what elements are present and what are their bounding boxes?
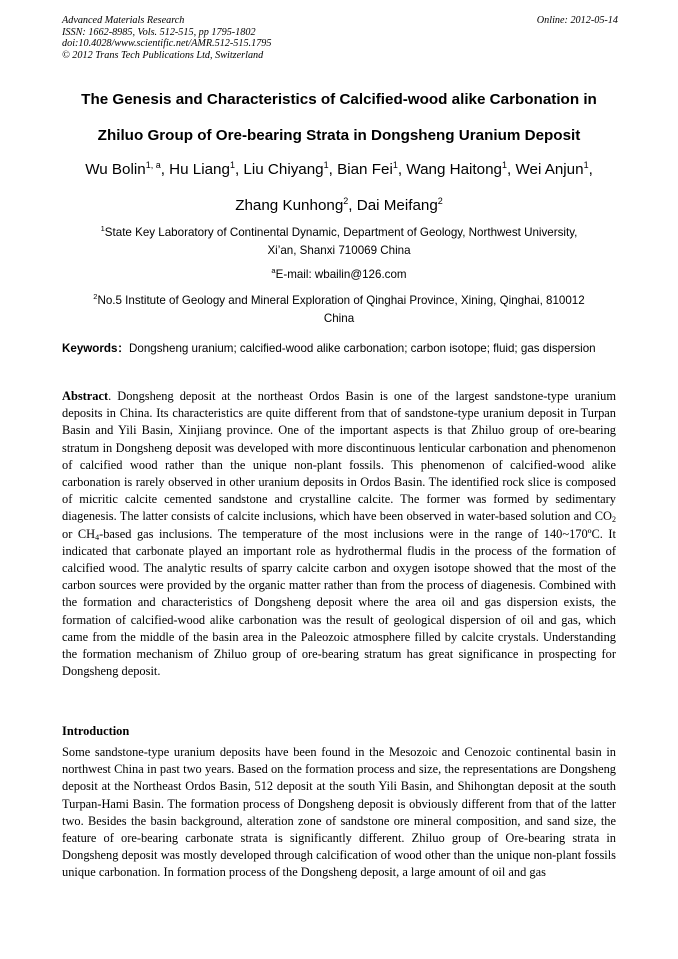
author-list-line-1: Wu Bolin$^{1, a}$, Hu Liang$^1$, Liu Chiyang$^1$, Bian Fei$^1$, Wang Haitong$^1$, Wei Anjun$^1$, xyxy=(85,160,593,178)
keywords-text: Dongsheng uranium; calcified-wood alike carbonation; carbon isotope; fluid; gas dispersion xyxy=(129,342,596,355)
affiliation-1-line-1: State Key Laboratory of Continental Dynamic, Department of Geology, Northwest University, xyxy=(104,226,578,239)
abstract-text-part-3: -based gas inclusions. The temperature of the most inclusions were in the range of 140~170ºC. It indicated that carbonate played an important role as hydrothermal fludis in the process of the formation of calcified wood. The analytic results of sparry calcite carbon and oxygen isotope showed that the most of the carbon sources were provided by the organic matter rather than from the process of diagenesis. Combined with the formation and characteristics of Dongsheng deposit where the area oil and gas dispersion exists, the formation of calcified-wood alike carbonation was the result of geological dispersion of oil and gas, which came from the middle of the basin area in the Paleozoic atmosphere filled by calcite crystals. Understanding the formation mechanism of Zhiluo group of ore-bearing stratum has great significance in prospecting for Dongsheng deposit. xyxy=(62,526,616,679)
co2-subscript: 2 xyxy=(612,515,616,525)
keywords-label: Keywords xyxy=(62,342,118,355)
author-affiliation-mark: 1, a xyxy=(145,160,161,170)
ch4-subscript: 4 xyxy=(95,532,100,542)
author-list-line-2 xyxy=(40,197,638,215)
author-name: Wang Haitong xyxy=(406,161,502,178)
author-affiliation-mark: 2 xyxy=(437,196,443,206)
author-affiliation-mark: 1 xyxy=(501,160,507,170)
email-text: E-mail: wbailin@126.com xyxy=(275,268,407,281)
doi-line: doi:10.4028/www.scientific.net/AMR.512-515.1795 xyxy=(62,38,272,50)
affiliation-1 xyxy=(40,224,638,260)
affiliation-2-line-2: China xyxy=(323,312,355,325)
affiliation-2-line-1: No.5 Institute of Geology and Mineral Exploration of Qinghai Province, Xining, Qinghai, 810012 xyxy=(97,294,585,307)
journal-header xyxy=(62,15,618,61)
affiliation-1-line-2: Xi’an, Shanxi 710069 China xyxy=(267,244,411,257)
author-affiliation-mark: 1 xyxy=(229,160,235,170)
paper-title-line-1: The Genesis and Characteristics of Calcified-wood alike Carbonation in xyxy=(81,91,597,108)
issn-line: ISSN: 1662-8985, Vols. 512-515, pp 1795-1802 xyxy=(62,26,256,38)
author-affiliation-mark: 1 xyxy=(583,160,589,170)
author-separator: , xyxy=(348,197,357,214)
author-name: Liu Chiyang xyxy=(243,161,324,178)
email-mark: a xyxy=(271,266,276,275)
abstract-label: Abstract xyxy=(62,389,109,403)
author-affiliation-mark: 1 xyxy=(392,160,398,170)
author-name: Dai Meifang xyxy=(356,197,438,214)
author-separator: , xyxy=(234,161,244,178)
journal-name: Advanced Materials Research xyxy=(62,15,185,26)
introduction-heading: Introduction xyxy=(62,724,130,738)
copyright-line: © 2012 Trans Tech Publications Ltd, Switzerland xyxy=(62,49,264,61)
online-date: Online: 2012-05-14 xyxy=(536,15,618,26)
paper-title-line-2: Zhiluo Group of Ore-bearing Strata in Dongsheng Uranium Deposit xyxy=(97,127,581,144)
author-name: Hu Liang xyxy=(169,161,230,178)
introduction-paragraph: Some sandstone-type uranium deposits have been found in the Mesozoic and Cenozoic continental basin in northwest China in past two years. Based on the formation process and size, the representations are Dongsheng deposit at the Northeast Ordos Basin, 512 deposit at the south Yili Basin, and Shihongtan deposit at the south Turpan-Hami Basin. The formation process of Dongsheng deposit is obviously different from that of the latter two. Besides the basin background, alteration zone of sandstone ore mineral composition, and sand size, the feature of ore-bearing carbonate strata is significantly different. Zhiluo group of Ore-bearing strata in Dongsheng deposit was mostly developed through calcification of wood other than the unique non-plant fossils unique carbonation. In formation process of the Dongsheng deposit, a large amount of oil and gas xyxy=(62,745,616,880)
author-separator: , xyxy=(507,161,516,178)
affiliation-2 xyxy=(40,292,638,328)
author-separator: , xyxy=(328,161,338,178)
abstract-paragraph xyxy=(62,388,616,680)
author-separator: , xyxy=(160,161,170,178)
author-affiliation-mark: 2 xyxy=(343,196,349,206)
author-name: Wu Bolin xyxy=(85,161,146,178)
corresponding-email xyxy=(40,266,638,284)
keywords-separator: ： xyxy=(117,342,130,355)
abstract-text-part-2: or CH xyxy=(62,526,96,541)
author-name: Zhang Kunhong xyxy=(235,197,344,214)
abstract-text-part-1: . Dongsheng deposit at the northeast Ordos Basin is one of the largest sandstone-type uranium deposits in China. Its characteristics are quite different from that of sandstone-type uranium deposit in Turpan Basin and Yili Basin, Xinjiang province. One of the important aspects is that Zhiluo group of ore-bearing stratum in Dongsheng deposit was developed with more discontinuous lenticular carbonation and phenomenon of calcified wood rather than the unique non-plant fossils. This phenomenon of calcified-wood alike carbonation is rarely observed in other uranium deposits in Ordos Basin. The identified rock slice is composed of micritic calcite cemented sandstone and crystalline calcite. The former was formed by sedimentary diagenesis. The latter consists of calcite inclusions, which have been observed in water-based solution and CO xyxy=(62,389,616,524)
author-separator: , xyxy=(397,161,407,178)
affiliation-mark: 2 xyxy=(93,292,98,301)
affiliation-mark: 1 xyxy=(100,224,105,233)
author-name: Wei Anjun xyxy=(515,161,584,178)
keywords-section xyxy=(62,340,616,358)
author-name: Bian Fei xyxy=(337,161,393,178)
author-affiliation-mark: 1 xyxy=(323,160,329,170)
